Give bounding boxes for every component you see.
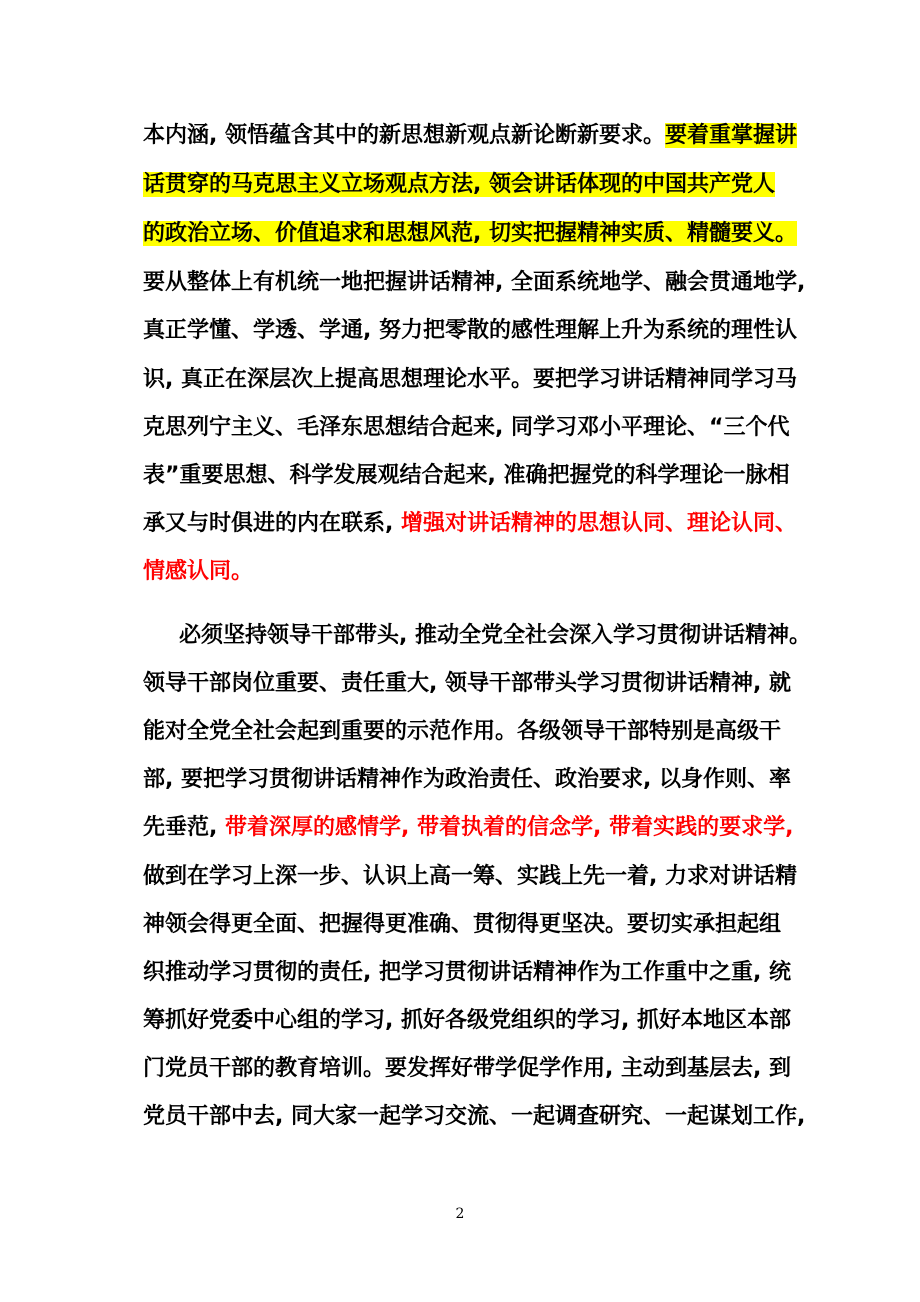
text-line: 党员干部中去, 同大家一起学习交流、一起调查研究、一起谋划工作, xyxy=(143,1104,806,1129)
text-run: 承又与时俱进的内在联系, xyxy=(143,511,402,536)
highlighted-text: 要着重掌握讲 xyxy=(665,123,798,148)
text-line: 克思列宁主义、毛泽东思想结合起来, 同学习邓小平理论、“三个代 xyxy=(143,415,790,440)
emphasis-text: 情感认同。 xyxy=(143,559,254,584)
text-line: 神领会得更全面、把握得更准确、贯彻得更坚决。要切实承担起组 xyxy=(143,912,782,937)
text-line xyxy=(143,813,793,843)
text-line: 做到在学习上深一步、认识上高一筹、实践上先一着, 力求对讲话精 xyxy=(143,864,798,889)
text-line xyxy=(143,557,253,587)
text-line xyxy=(143,121,797,151)
text-line xyxy=(143,170,775,200)
highlighted-text: 话贯穿的马克思主义立场观点方法, 领会讲话体现的中国共产党人 xyxy=(143,172,776,197)
text-line: 领导干部岗位重要、责任重大, 领导干部带头学习贯彻讲话精神, 就 xyxy=(143,671,792,696)
text-line: 织推动学习贯彻的责任, 把学习贯彻讲话精神作为工作重中之重, 统 xyxy=(143,960,792,985)
page-number: 2 xyxy=(455,1206,465,1222)
paragraph-first-line: 必须坚持领导干部带头, 推动全党全社会深入学习贯彻讲话精神。 xyxy=(179,623,812,648)
text-line: 表”重要思想、科学发展观结合起来, 准确把握党的科学理论一脉相 xyxy=(143,463,790,488)
text-line xyxy=(143,509,797,539)
emphasis-text: 带着深厚的感情学, 带着执着的信念学, 带着实践的要求学, xyxy=(225,815,794,840)
text-line: 能对全党全社会起到重要的示范作用。各级领导干部特别是高级干 xyxy=(143,719,782,744)
text-line: 要从整体上有机统一地把握讲话精神, 全面系统地学、融会贯通地学, xyxy=(143,270,806,295)
highlighted-text: 的政治立场、价值追求和思想风范, 切实把握精神实质、精髓要义。 xyxy=(143,221,798,246)
text-line: 真正学懂、学透、学通, 努力把零散的感性理解上升为系统的理性认 xyxy=(143,318,798,343)
emphasis-text: 增强对讲话精神的思想认同、理论认同、 xyxy=(401,511,798,536)
text-line: 部, 要把学习贯彻讲话精神作为政治责任、政治要求, 以身作则、率 xyxy=(143,767,792,792)
text-run: 先垂范, xyxy=(143,815,226,840)
text-line: 筹抓好党委中心组的学习, 抓好各级党组织的学习, 抓好本地区本部 xyxy=(143,1008,792,1033)
text-line: 识, 真正在深层次上提高思想理论水平。要把学习讲话精神同学习马 xyxy=(143,367,798,392)
text-run: 本内涵, 领悟蕴含其中的新思想新观点新论断新要求。 xyxy=(143,123,666,148)
text-line xyxy=(143,219,797,249)
text-line: 门党员干部的教育培训。要发挥好带学促学作用, 主动到基层去, 到 xyxy=(143,1056,792,1081)
